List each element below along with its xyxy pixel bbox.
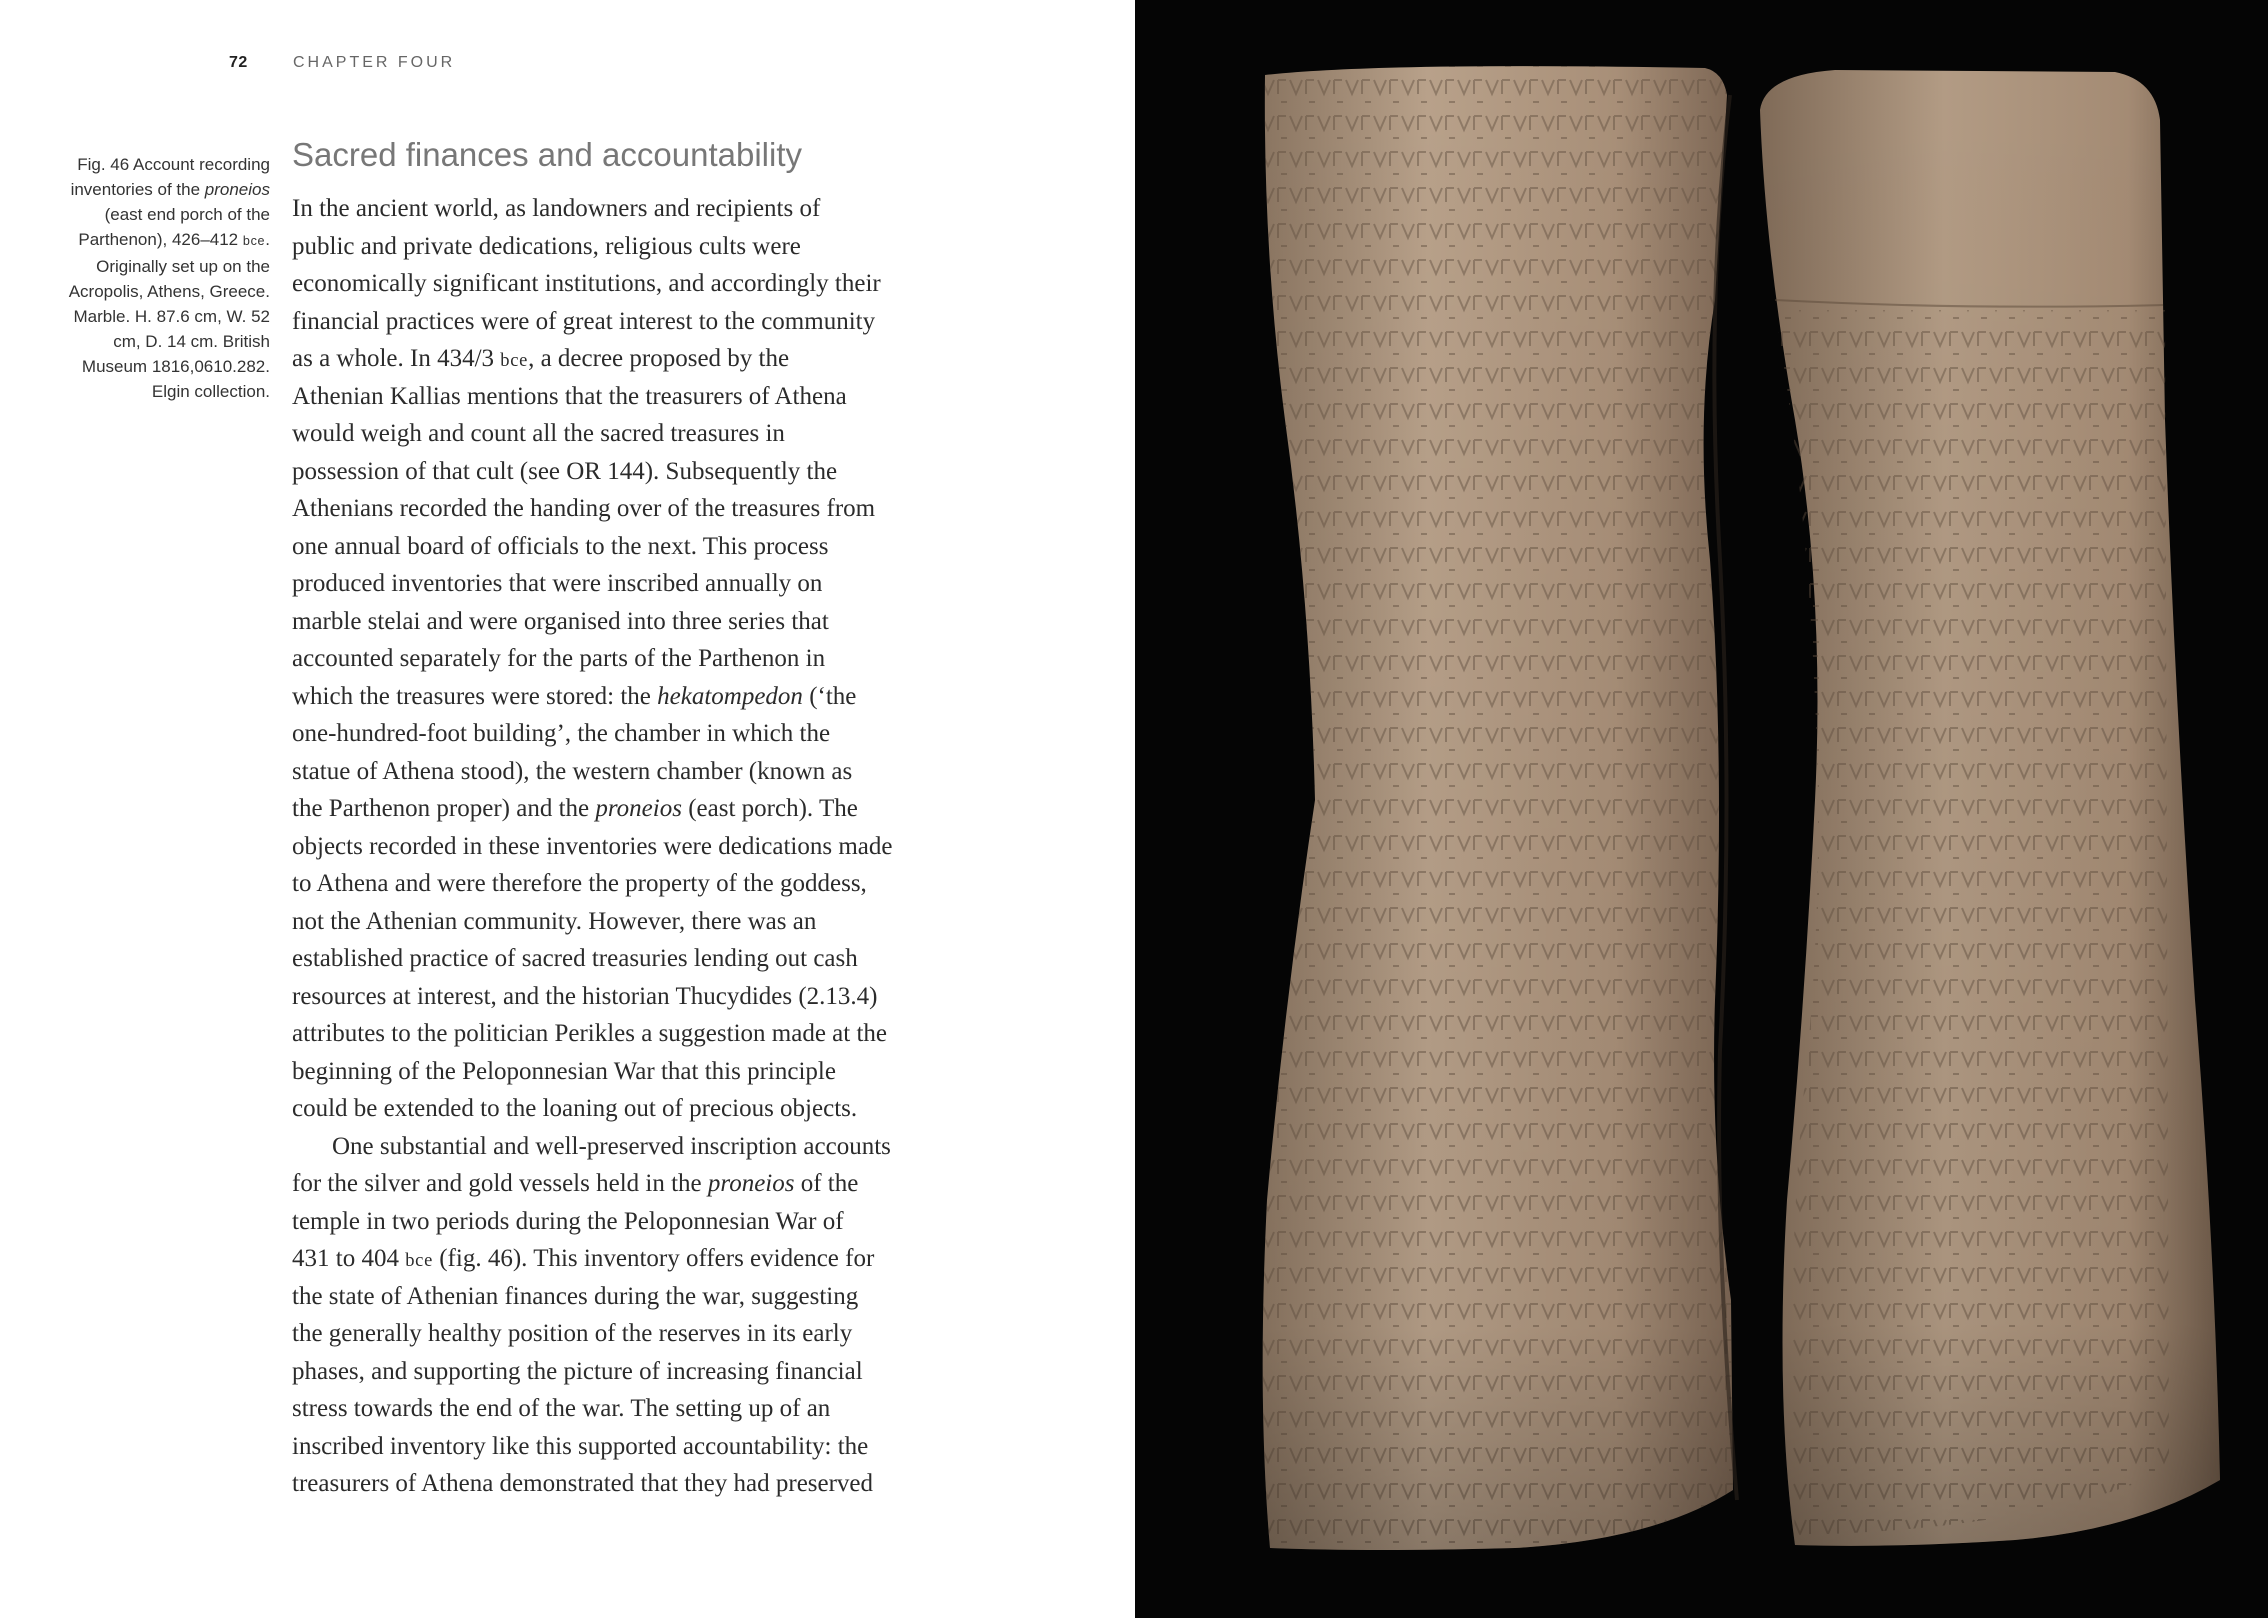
body-line-text: Athenians recorded the handing over of the treasures from <box>292 495 876 522</box>
body-line-text: possession of that cult (see OR 144). Subsequently the <box>292 457 838 485</box>
body-line <box>292 1428 982 1466</box>
marble-stele-photo <box>1135 0 2268 1618</box>
section-heading: Sacred finances and accountability <box>292 136 802 173</box>
body-line <box>292 378 982 416</box>
body-line <box>292 490 982 528</box>
body-line-text: established practice of sacred treasuries lending out cash <box>292 945 858 972</box>
body-line <box>292 1278 982 1316</box>
body-line-text: One substantial and well-preserved inscription accounts <box>332 1132 891 1160</box>
body-line-text: would weigh and count all the sacred treasures in <box>292 420 785 447</box>
body-line <box>292 228 982 266</box>
body-line-italic: proneios <box>707 1170 795 1197</box>
body-line <box>292 1203 982 1241</box>
body-line <box>292 903 982 941</box>
body-line-era: bce <box>500 351 529 371</box>
body-line-text: which the treasures were stored: the <box>292 682 658 710</box>
body-line-text: In the ancient world, as landowners and recipients of <box>292 195 821 222</box>
body-line-text: 431 to 404 <box>292 1245 406 1272</box>
caption-era: bce <box>242 234 266 248</box>
body-line-text: for the silver and gold vessels held in the <box>292 1170 708 1197</box>
body-line <box>292 453 982 491</box>
body-text <box>292 190 982 1503</box>
caption-date: (east end porch of the Parthenon), 426–412 <box>78 205 270 249</box>
body-line <box>292 940 982 978</box>
body-line <box>292 265 982 303</box>
body-line-text: one-hundred-foot building’, the chamber in which the <box>292 720 831 747</box>
body-line <box>292 1090 982 1128</box>
body-line-text: attributes to the politician Perikles a suggestion made at the <box>292 1020 887 1047</box>
body-line-text: the generally healthy position of the reserves in its early <box>292 1320 853 1347</box>
body-line-text: to Athena and were therefore the property of the goddess, <box>292 870 867 897</box>
body-line <box>292 190 982 228</box>
body-line-text: phases, and supporting the picture of increasing financial <box>292 1357 863 1385</box>
body-line <box>292 340 982 378</box>
body-line <box>292 865 982 903</box>
body-line <box>292 678 982 716</box>
body-line <box>292 1315 982 1353</box>
body-line-text: inscribed inventory like this supported accountability: the <box>292 1432 869 1460</box>
body-line-text: (fig. 46). This inventory offers evidence for <box>432 1245 875 1272</box>
body-line <box>292 640 982 678</box>
body-line <box>292 1053 982 1091</box>
figure-caption <box>58 152 270 404</box>
photo-page <box>1135 0 2268 1618</box>
body-line <box>292 753 982 791</box>
body-line-text: Athenian Kallias mentions that the treasurers of Athena <box>292 382 847 410</box>
body-line <box>292 715 982 753</box>
body-line-text: not the Athenian community. However, there was an <box>292 907 817 935</box>
body-line-text: (east porch). The <box>681 795 858 822</box>
chapter-label: CHAPTER FOUR <box>293 54 456 71</box>
right-stele-fragment <box>1760 70 2220 1546</box>
body-line <box>292 603 982 641</box>
body-line-text: accounted separately for the parts of the Parthenon in <box>292 645 826 672</box>
left-stele-fragment <box>1263 66 1733 1550</box>
body-line-text: public and private dedications, religious cults were <box>292 232 801 260</box>
body-line-text: temple in two periods during the Peloponnesian War of <box>292 1207 844 1235</box>
body-line <box>292 1390 982 1428</box>
body-line <box>292 1165 982 1203</box>
caption-italic-term: proneios <box>204 180 270 199</box>
caption-label: Fig. 46 Account recording inventories of the <box>70 155 270 199</box>
body-line <box>292 528 982 566</box>
body-line-text: beginning of the Peloponnesian War that this principle <box>292 1057 836 1085</box>
body-line <box>292 1240 982 1278</box>
body-line-text: resources at interest, and the historian Thucydides (2.13.4) <box>292 982 878 1010</box>
body-line-text: marble stelai and were organised into three series that <box>292 607 829 635</box>
body-line <box>292 1128 982 1166</box>
body-line-text: produced inventories that were inscribed annually on <box>292 570 823 597</box>
body-line-text: one annual board of officials to the next. This process <box>292 532 829 560</box>
body-line-text: as a whole. In 434/3 <box>292 345 501 372</box>
running-head <box>229 54 456 72</box>
body-line-text: the state of Athenian finances during the war, suggesting <box>292 1282 859 1310</box>
caption-details: . Originally set up on the Acropolis, Athens, Greece. Marble. H. 87.6 cm, W. 52 cm, D. 14 cm. British Museum 1816,0610.282. Elgin collection. <box>68 230 270 401</box>
body-line-era: bce <box>405 1251 433 1271</box>
body-line-text: the Parthenon proper) and the <box>292 795 596 822</box>
body-line-text: stress towards the end of the war. The setting up of an <box>292 1395 831 1422</box>
body-line <box>292 303 982 341</box>
body-line <box>292 1353 982 1391</box>
body-line <box>292 1465 982 1503</box>
body-line-text: could be extended to the loaning out of precious objects. <box>292 1095 858 1122</box>
body-line-text: financial practices were of great interest to the community <box>292 307 876 335</box>
body-line-italic: proneios <box>595 795 682 822</box>
body-line <box>292 565 982 603</box>
body-line-text: (‘the <box>802 682 857 710</box>
body-line-text: of the <box>794 1170 859 1197</box>
body-line-text: , a decree proposed by the <box>528 345 790 372</box>
body-line-italic: hekatompedon <box>657 682 803 710</box>
body-line <box>292 828 982 866</box>
body-line-text: treasurers of Athena demonstrated that they had preserved <box>292 1470 874 1497</box>
body-line-text: statue of Athena stood), the western chamber (known as <box>292 757 853 785</box>
page-number: 72 <box>229 54 248 71</box>
body-line <box>292 790 982 828</box>
body-line <box>292 978 982 1016</box>
body-line <box>292 415 982 453</box>
body-line-text: economically significant institutions, and accordingly their <box>292 270 881 297</box>
body-line-text: objects recorded in these inventories were dedications made <box>292 832 893 860</box>
body-line <box>292 1015 982 1053</box>
